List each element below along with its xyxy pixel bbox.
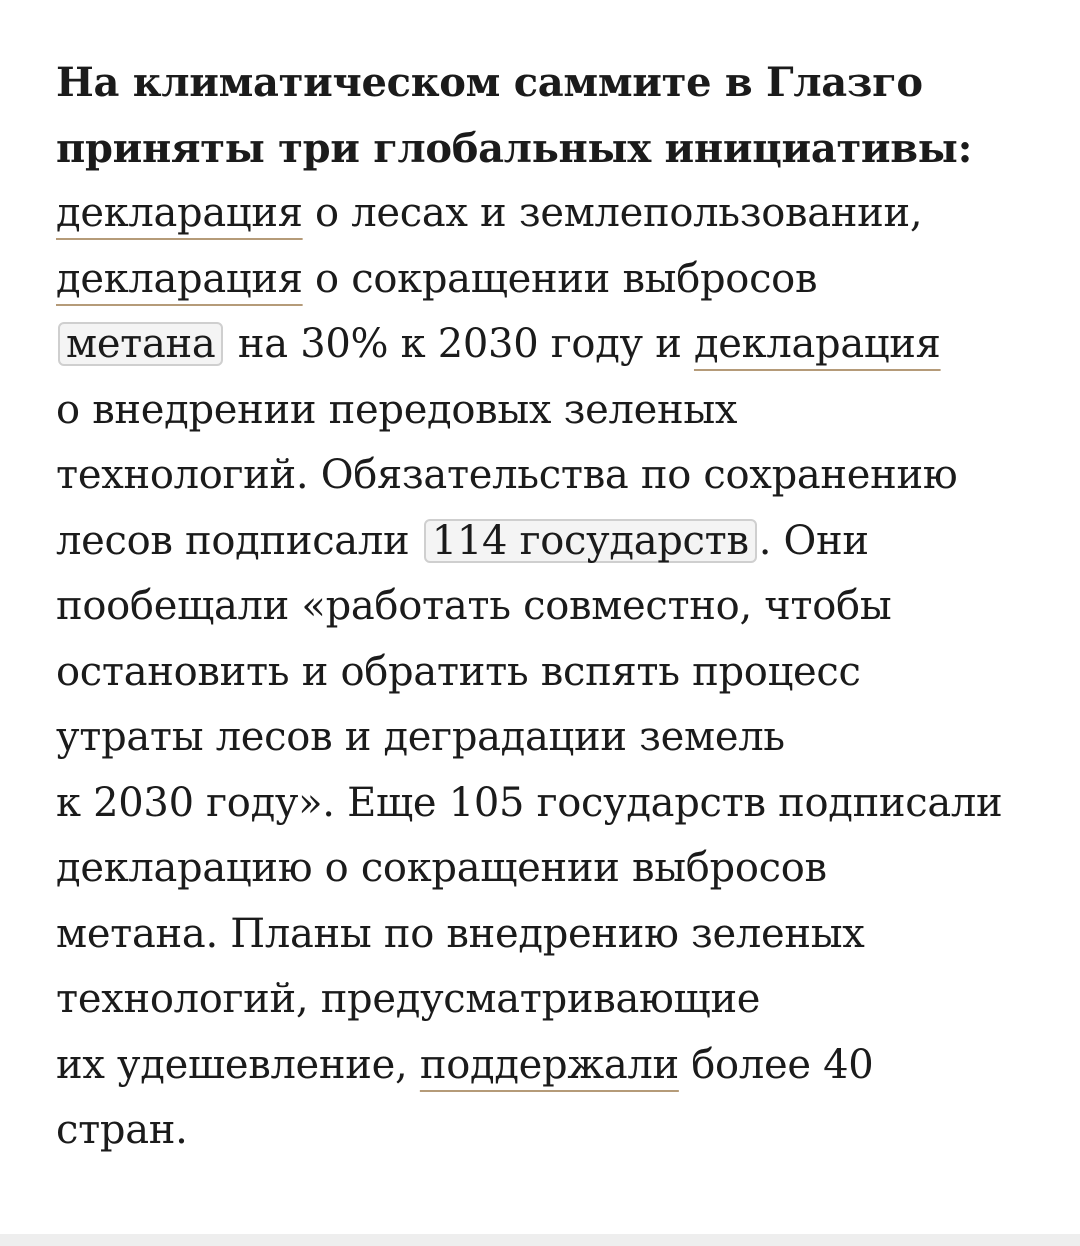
text-line: пообещали «работать совместно, чтобы: [56, 583, 892, 629]
bottom-divider: [0, 1234, 1080, 1246]
text-line: [56, 181, 1046, 247]
text-line: остановить и обратить вспять процесс: [56, 648, 861, 695]
text-line: [56, 312, 1046, 378]
text-line: о внедрении передовых зеленых: [56, 386, 738, 433]
text-fragment: о сокращении выбросов: [302, 255, 818, 302]
text-fragment: на 30% к 2030 году и: [225, 321, 694, 367]
text-line: к 2030 году». Еще 105 государств подписали: [56, 779, 1003, 826]
declaration-methane-link[interactable]: декларация: [56, 255, 303, 302]
text-line: технологий. Обязательства по сохранению: [56, 452, 958, 498]
text-line: [56, 1033, 1046, 1099]
text-line: [56, 509, 1046, 575]
declaration-forests-link[interactable]: декларация: [56, 190, 303, 236]
text-fragment: их удешевление,: [56, 1041, 420, 1088]
text-fragment: о лесах и землепользовании,: [302, 190, 923, 236]
text-line: [56, 247, 1046, 313]
lead-line-1: На климатическом саммите в Глазго: [56, 59, 923, 106]
states-count-chip[interactable]: 114 государств: [424, 519, 757, 563]
text-line: метана. Планы по внедрению зеленых: [56, 910, 865, 957]
text-line: технологий, предусматривающие: [56, 976, 761, 1022]
declaration-technologies-link[interactable]: декларация: [693, 321, 941, 367]
text-line: утраты лесов и деградации земель: [56, 714, 785, 760]
text-line: стран.: [56, 1107, 188, 1153]
text-fragment: лесов подписали: [56, 517, 422, 564]
text-line: декларацию о сокращении выбросов: [56, 845, 827, 891]
text-fragment: . Они: [758, 517, 869, 564]
supported-link[interactable]: поддержали: [419, 1041, 679, 1088]
methane-chip[interactable]: метана: [58, 322, 223, 366]
text-fragment: более 40: [678, 1041, 874, 1088]
article-paragraph: [56, 50, 1046, 1164]
lead-line-2: приняты три глобальных инициативы:: [56, 124, 973, 172]
